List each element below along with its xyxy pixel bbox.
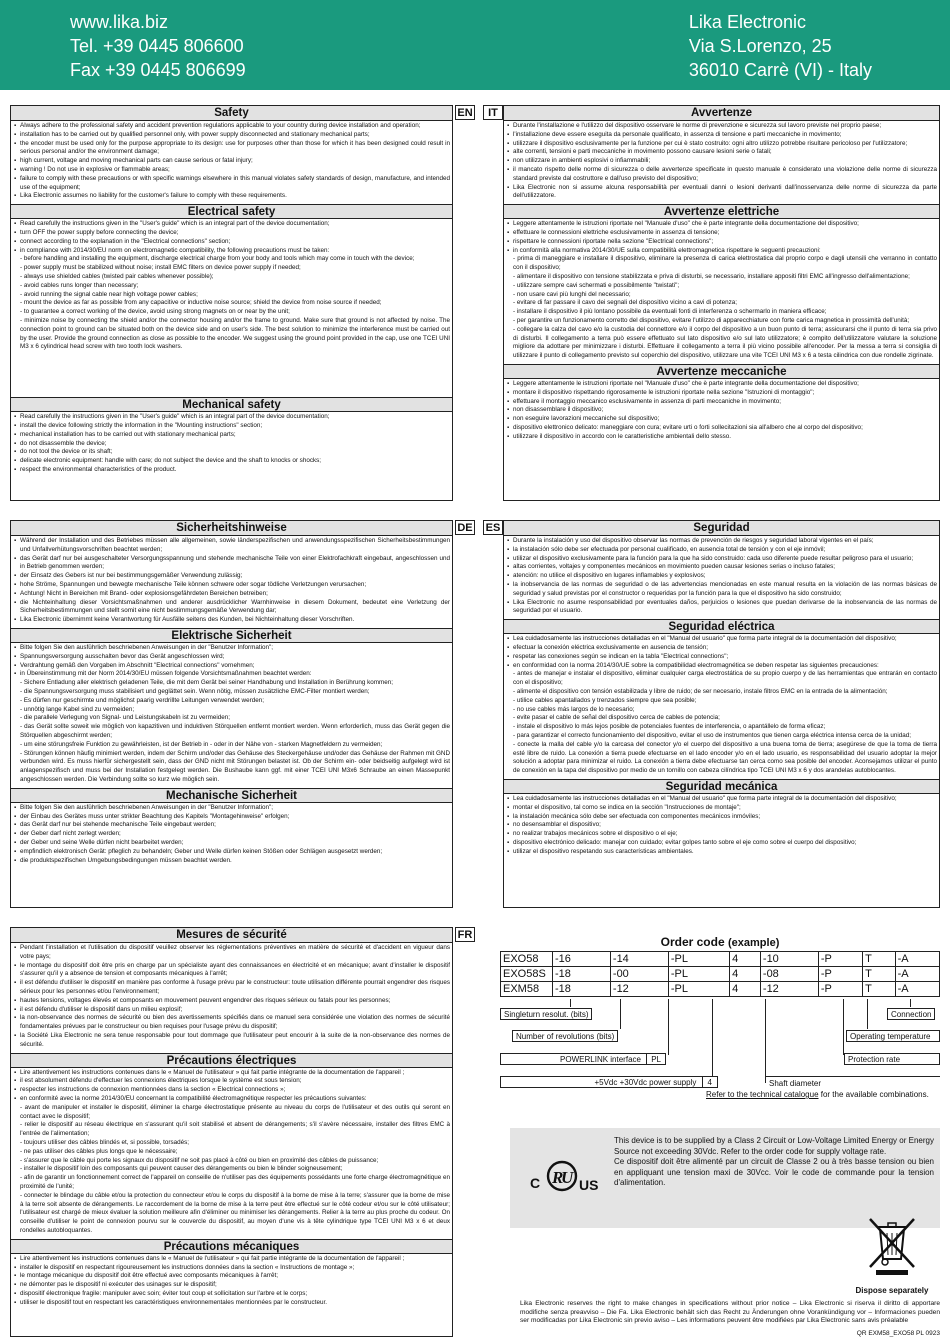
list-item: - power supply must be stabilized without noise; install EMC filters on device power supply if needed;	[20, 264, 301, 272]
order-code-row	[501, 952, 940, 967]
list-item: - alimentare il dispositivo con tensione stabilizzata e priva di disturbi, se necessario, installare appositi filtri EMC all'ingresso dell'alimentazione;	[513, 272, 910, 280]
fr-safety-title: Mesures de sécurité	[11, 928, 452, 943]
catalogue-note	[706, 1090, 929, 1099]
de-mechanical-title: Mechanische Sicherheit	[11, 788, 452, 803]
list-item: ▪ il est absolument défendu d'effectuer les connexions électriques lorsque le système est sous tension;	[14, 1077, 450, 1086]
list-item: ▪ Lea cuidadosamente las instrucciones detalladas en el "Manual del usuario" que forma parte integral de la documentación del dispositivo;	[507, 635, 937, 644]
it-mechanical-title: Avvertenze meccaniche	[504, 364, 939, 379]
list-item: - die parallele Verlegung von Signal- und Leistungskabeln ist zu vermeiden;	[20, 714, 231, 722]
list-item: ▪ dispositif électronique fragile: manipuler avec soin; éviter tout coup et sollicitation sur l'arbre et le corps;	[14, 1290, 450, 1299]
es-safety-list	[504, 536, 939, 619]
list-item: ▪ the encoder must be used only for the purpose appropriate to its design: use for purposes other than those for which it has been designed could result in serious personal and/or the environment damage;	[14, 140, 450, 158]
list-item: ▪ Bitte folgen Sie den ausführlich beschriebenen Anweisungen in der "Benutzer Information";	[14, 804, 450, 813]
order-code-cell: T	[863, 967, 896, 982]
list-item: ▪ non disassemblare il dispositivo;	[507, 406, 937, 415]
list-item: ▪ no desensamblar el dispositivo;	[507, 821, 937, 830]
list-item: ▪ atención: no utilice el dispositivo en lugares inflamables y explosivos;	[507, 572, 937, 581]
order-code-cell: -P	[818, 967, 862, 982]
list-item: ▪ das Gerät darf nur bei ausgeschalteter Versorgungsspannung und stehende mechanische Teile von einer Elektrofachkraft eingebaut, angeschlossen und in Betrieb genommen werden;	[14, 555, 450, 573]
order-code-cell: T	[863, 952, 896, 967]
list-item: ▪ Leggere attentamente le istruzioni riportate nel "Manuale d'uso" che è parte integrante della documentazione del dispositivo;	[507, 220, 937, 229]
list-item: - no use cables más largos de lo necesario;	[513, 705, 635, 713]
section-es	[503, 520, 940, 908]
list-item: ▪ l'installazione deve essere eseguita da personale qualificato, in assenza di tensione e parti meccaniche in movimento;	[507, 131, 937, 140]
order-code-cell: EXO58	[501, 952, 553, 967]
list-item: - evite pasar el cable de señal del dispositivo cerca de cables de potencia;	[513, 714, 720, 722]
order-code	[500, 935, 940, 997]
list-item: - para garantizar el correcto funcionamiento del dispositivo, evitar el uso de instrumentos que tienen carga eléctrica intensa cerca de la unidad;	[513, 731, 911, 739]
list-item: - avoid running the signal cable near high voltage power cables;	[20, 290, 198, 298]
connector-line	[712, 999, 713, 1077]
list-item: ▪ das Gerät darf nur bei stehende mechanische Teile eingebaut werden;	[14, 821, 450, 830]
es-safety-title: Seguridad	[504, 521, 939, 536]
lang-tag-it: IT	[483, 105, 503, 120]
list-item: ▪ le montage du dispositif doit être pris en charge par un spécialiste ayant des connaissances en électricité et en mécanique; avant d'installer le dispositif s'assurer qu'il y a absence de tension et composants mécaniques à l'arrêt;	[14, 962, 450, 980]
list-item: - afin de garantir un fonctionnement correct de l'appareil on conseille de n'utiliser pas des équipements possédants une forte charge électromagnétique en proximité de l'unité;	[20, 1174, 450, 1190]
list-item: - instale el dispositivo lo más lejos posible de potenciales fuentes de interferencia, o apantállelo de forma eficaz;	[513, 723, 826, 731]
order-code-cell: -12	[760, 982, 818, 997]
order-code-cell: -A	[895, 952, 939, 967]
order-code-cell: -18	[553, 967, 611, 982]
svg-text:R: R	[552, 1168, 564, 1187]
svg-text:U: U	[561, 1168, 574, 1187]
label-shaft: Shaft diameter	[766, 1076, 940, 1088]
list-item: ▪ do not tool the device or its shaft;	[14, 448, 450, 457]
list-item: ▪ rispettare le connessioni riportate nella sezione "Electrical connections";	[507, 238, 937, 247]
dispose-separately	[842, 1215, 942, 1295]
list-item: ▪ utilizzare il dispositivo esclusivamente per la funzione per cui è stato costruito: ogni altro utilizzo potrebbe risultare pericoloso per l'utilizzatore;	[507, 140, 937, 149]
de-electrical-list	[11, 643, 452, 788]
list-item: ▪ utiliser le dispositif tout en respectant les caractéristiques environnementales mentionnées par le constructeur.	[14, 1299, 450, 1308]
order-code-cell: -PL	[668, 967, 729, 982]
list-item: ▪ effettuare le connessioni elettriche esclusivamente in assenza di tensione;	[507, 229, 937, 238]
list-item: ▪ do not disassemble the device;	[14, 440, 450, 449]
list-item: - per garantire un funzionamento corretto del dispositivo, evitare l'utilizzo di apparecchiature con forte carica magnetica in prossimità dell'unità;	[513, 316, 910, 324]
list-item: ▪ la Société Lika Electronic ne sera tenue responsable pour tout dommage que l'utilisateur peut encourir à la suite de la non-observance des normes de sécurité.	[14, 1032, 450, 1050]
list-item: ▪ Während der Installation und des Betriebes müssen alle allgemeinen, sowie länderspezifischen und anwendungsspezifischen Sicherheitsbestimmungen und Unfallverhütungsvorschriften beachtet werden;	[14, 537, 450, 555]
order-code-cell: 4	[730, 967, 761, 982]
list-item: ▪ Pendant l'installation et l'utilisation du dispositif veuillez observer les réglementations préventives en matière de sécurité et d'accident en vigueur dans votre pays;	[14, 944, 450, 962]
order-code-cell: -P	[818, 952, 862, 967]
list-item: - Es dürfen nur geschirmte und möglichst paarig verdrillte Leitungen verwendet werden;	[20, 696, 264, 704]
catalogue-note-rest: for the available combinations.	[820, 1090, 929, 1099]
order-code-cell: EXO58S	[501, 967, 553, 982]
order-code-cell: -16	[553, 952, 611, 967]
list-item: ▪ respetar las conexiones según se indican en la tabla "Electrical connections";	[507, 653, 937, 662]
telephone: Tel. +39 0445 806600	[70, 36, 244, 56]
list-item: - avant de manipuler et installer le dispositif, éliminer la charge électrostatique présente au niveau du corps de l'utilisateur et des outils qui seront en contact avec le dispositif;	[20, 1103, 450, 1120]
list-item: - connecter le blindage du câble et/ou la protection du connecteur et/ou le corps du dispositif à la borne de mise à la terre; s'assurer que la borne de mise à la terre soit absente de dérangements. Le raccordement de la borne de mise à la terre peut être effectué sur le côté codeur et/ou sur le côté utilisateur; l'utilisateur est chargé de mieux évaluer la solution meilleure afin d'éliminer ou minimiser les dérangements. Relier à la terre au plus proche du codeur. On conseille d'utiliser le point de connexion pourvu sur le couvercle du dispositif, au moyen d'une vis à tête cylindrique type TCEI UNI M3 x 6 et deux rondelles autobloquantes.	[20, 1191, 450, 1234]
list-item: - Störungen können häufig minimiert werden, indem der Schirm und/oder das Gehäuse des Steckergehäuse und/oder das Gehäuse der Rahmen mit GND verbunden wird. Es muss hierfür sichergestellt sein, dass der GND nicht mit Störungen belastet ist. Ob der Schirm ein- oder beidseitig aufgelegt wird ist anlagenspezifisch und muss bei der Installation festgelegt werden. Die Bushaube kann ggf. mit einer TCEI UNI M3x6 Schraube an einen Massepunkt angeschlossen werden. Die Verbindung sollte so kurz wie möglich sein.	[20, 749, 450, 783]
section-en	[10, 105, 453, 501]
list-item: ▪ la instalación sólo debe ser efectuada por personal cualificado, en ausencia total de tensión y con el eje inmóvil;	[507, 546, 937, 555]
catalogue-link[interactable]: Refer to the technical catalogue	[706, 1090, 819, 1099]
fr-electrical-list	[11, 1068, 452, 1239]
list-item: ▪ der Geber und seine Welle dürfen nicht bearbeitet werden;	[14, 839, 450, 848]
list-item: ▪ installation has to be carried out by qualified personnel only, with power supply disconnected and stationary mechanical parts;	[14, 131, 450, 140]
connector-line	[910, 999, 911, 1007]
list-item: - s'assurer que le câble qui porte les signaux du dispositif ne soit pas placé à côté ou bien en proximité des câbles de puissance;	[20, 1156, 379, 1164]
order-title-sub: (example)	[728, 937, 780, 949]
company-address	[689, 10, 872, 82]
ul-text-fr: Ce dispositif doit être alimenté par un circuit de Classe 2 ou à très basse tension ou bien en appliquant une tension maxi de 30Vcc. Voir le code de commande pour la tension d'alimentation.	[614, 1157, 934, 1187]
contact-info	[70, 10, 246, 82]
order-code-cell: -00	[610, 967, 668, 982]
list-item: ▪ il mancato rispetto delle norme di sicurezza o delle avvertenze specificate in questo manuale è considerato una violazione delle norme di sicurezza standard previste dal costruttore e dall'uso previsto del dispositivo;	[507, 166, 937, 184]
order-code-cell: -08	[760, 967, 818, 982]
section-it	[503, 105, 940, 501]
list-item: - die Spannungsversorgung muss stabilisiert und geglättet sein. Wenn nötig, müssen zusätzliche EMC-Filter montiert werden;	[20, 687, 370, 695]
list-item: ▪ altas corrientes, voltajes y componentes mecánicos en movimiento pueden causar lesiones serias o incluso fatales;	[507, 563, 937, 572]
list-item: ▪ montare il dispositivo rispettando rigorosamente le istruzioni riportate nella sezione "Istruzioni di montaggio";	[507, 389, 937, 398]
connector-line	[843, 999, 844, 1055]
list-item: - to guarantee a correct working of the device, avoid using strong magnets on or near by the unit;	[20, 308, 290, 316]
list-item: - mount the device as far as possible from any capacitive or inductive noise source; shield the device from noise source if needed;	[20, 299, 382, 307]
list-item: ▪ empfindlich elektronisch Gerät: pfleglich zu behandeln; Geber und Welle dürfen keinen Stößen oder Schlägen ausgesetzt werden;	[14, 848, 450, 857]
it-safety-list	[504, 121, 939, 204]
list-item: ▪ in conformità alla normativa 2014/30/UE sulla compatibilità elettromagnetica rispettare le seguenti precauzioni:	[507, 247, 937, 256]
fr-electrical-title: Précautions électriques	[11, 1053, 452, 1068]
list-item: ▪ Lea cuidadosamente las instrucciones detalladas en el "Manual del usuario" que forma parte integral de la documentación del dispositivo;	[507, 795, 937, 804]
list-item: ▪ utilizar el dispositivo respetando sus características ambientales.	[507, 848, 937, 857]
es-mechanical-title: Seguridad mecánica	[504, 779, 939, 794]
fr-safety-list	[11, 943, 452, 1053]
website[interactable]: www.lika.biz	[70, 12, 169, 32]
es-electrical-title: Seguridad eléctrica	[504, 619, 939, 634]
order-code-row	[501, 982, 940, 997]
list-item: - before handling and installing the equipment, discharge electrical charge from your body and tools which may come in touch with the device;	[20, 255, 415, 263]
label-protection: Protection rate	[844, 1053, 940, 1065]
order-code-cell: -10	[760, 952, 818, 967]
list-item: ▪ non utilizzare in ambienti esplosivi o infiammabili;	[507, 157, 937, 166]
list-item: ▪ dispositivo electrónico delicado: manejar con cuidado; evitar golpes tanto sobre el eje como sobre el cuerpo del dispositivo;	[507, 839, 937, 848]
list-item: ▪ Lika Electronic non si assume alcuna responsabilità per eventuali danni o lesioni derivanti dall'inosservanza delle norme di sicurezza da parte dell'utilizzatore.	[507, 184, 937, 202]
order-code-cell: -P	[818, 982, 862, 997]
list-item: ▪ en conformité avec la norme 2014/30/EU concernant la compatibilité électromagnétique respecter les précautions suivantes:	[14, 1095, 450, 1104]
list-item: - collegare la calza del cavo e/o la custodia del connettore e/o il corpo del dispositivo a un buon punto di terra; assicurarsi che il punto di terra sia privo di disturbi. Il collegamento a terra può essere effettuato sul lato dispositivo e/o sul lato utilizzatore; è compito dell'utilizzatore valutare la soluzione migliore da adottare per minimizzare i disturbi. Effettuare il collegamento a terra il più vicino possibile all'encoder. Per la messa a terra si consiglia di utilizzare il punto di collegamento previsto sul coperchio del dispositivo, utilizzare una vite TCEI UNI M3 x 6 a testa cilindrica con due rondelle zigrinate.	[513, 325, 937, 360]
connector-line	[620, 999, 621, 1029]
label-temperature: Operating temperature	[846, 1030, 940, 1042]
list-item: ▪ failure to comply with these precautions or with specific warnings elsewhere in this manual violates safety standards of design, manufacture, and intended use of the equipment;	[14, 175, 450, 193]
label-connection: Connection	[887, 1008, 935, 1020]
list-item: ▪ utilizar el dispositivo exclusivamente para la función para la que ha sido construido: cada uso diferente puede resultar peligroso para el usuario;	[507, 555, 937, 564]
list-item: ▪ hautes tensions, voltages élevés et composants en mouvement peuvent engendrer des risques sérieux ou fatals pour les personnes;	[14, 997, 450, 1006]
list-item: ▪ le montage mécanique du dispositif doit être effectué avec composants mécaniques à l'arrêt;	[14, 1272, 450, 1281]
list-item: - toujours utiliser des câbles blindés et, si possible, torsadés;	[20, 1138, 190, 1146]
list-item: - conecte la malla del cable y/o la carcasa del conector y/o el cuerpo del dispositivo a una buena toma de tierra; asegúrese de que la toma de tierra esté libre de ruido. La conexión a tierra puede efectuarse en el lado encoder y/o en el lado usuario, es responsabilidad del usuario adoptar la mejor solución a adoptar para minimizar el ruido. La conexión a tierra debe efectuarse tan cerca como sea posible del encoder. Aconsejamos utilizar el punto de conexión en la tapa del dispositivo por medio de un tornillo con cabeza cilíndrica tipo TCEI UNI M3 x 6 y dos arandelas autoblocantes.	[513, 740, 937, 775]
list-item: ▪ Lika Electronic assumes no liability for the customer's failure to comply with these requirements.	[14, 192, 450, 201]
list-item: - installare il dispositivo il più lontano possibile da eventuali fonti di interferenza o schermarlo in maniera efficace;	[513, 308, 827, 316]
en-safety-list	[11, 121, 452, 204]
fr-mechanical-list	[11, 1254, 452, 1311]
list-item: ▪ la instalación mecánica sólo debe ser efectuada con componentes mecánicos inmóviles;	[507, 813, 937, 822]
connector-line	[668, 999, 669, 1055]
list-item: ▪ efectuar la conexión eléctrica exclusivamente en ausencia de tensión;	[507, 644, 937, 653]
lang-tag-en: EN	[455, 105, 475, 120]
section-de	[10, 520, 453, 908]
list-item: ▪ Lire attentivement les instructions contenues dans le « Manuel de l'utilisateur » qui fait partie intégrante de la documentation de l'appareil ;	[14, 1255, 450, 1264]
list-item: ▪ Durante l'installazione e l'utilizzo del dispositivo osservare le norme di prevenzione e sicurezza sul lavoro previste nel proprio paese;	[507, 122, 937, 131]
it-safety-title: Avvertenze	[504, 106, 939, 121]
list-item: ▪ Leggere attentamente le istruzioni riportate nel "Manuale d'uso" che è parte integrante della documentazione del dispositivo;	[507, 380, 937, 389]
list-item: - prima di maneggiare e installare il dispositivo, eliminare la presenza di carica elettrostatica dal proprio corpo e dagli utensili che verranno in contatto con il dispositivo;	[513, 255, 937, 272]
list-item: ▪ Lika Electronic übernimmt keine Verantwortung für Ausfälle seitens des Kunden, bei Nichteinhaltung dieser Vorschriften.	[14, 616, 450, 625]
order-code-cell: -A	[895, 967, 939, 982]
list-item: ▪ die Nichteinhaltung dieser Vorsichtsmaßnahmen und anderer ausdrücklicher Warnhinweise in diesem Dokument, bedeutet eine Verletzung der Sicherheitsbestimmungen und stellt somit eine nicht bestimmungsgemäße Verwendung dar;	[14, 599, 450, 617]
order-code-cell: -14	[610, 952, 668, 967]
list-item: ▪ utilizzare il dispositivo in accordo con le caratteristiche ambientali dello stesso.	[507, 433, 937, 442]
list-item: ▪ effettuare il montaggio meccanico esclusivamente in assenza di parti meccaniche in movimento;	[507, 398, 937, 407]
list-item: - antes de manejar e instalar el dispositivo, eliminar cualquier carga electrostática de su propio cuerpo y de las herramientas que entrarán en contacto con el dispositivo;	[513, 670, 937, 687]
list-item: ▪ Lika Electronic no asume responsabilidad por eventuales daños, perjuicios o lesiones que puedan derivarse de la inobservancia de las normas de seguridad por el usuario.	[507, 599, 937, 617]
order-code-cell: -18	[553, 982, 611, 997]
list-item: ▪ mechanical installation has to be carried out with stationary mechanical parts;	[14, 431, 450, 440]
list-item: ▪ Spannungsversorgung ausschalten bevor das Gerät angeschlossen wird;	[14, 653, 450, 662]
list-item: ▪ montar el dispositivo, tal como se indica en la sección "Instrucciones de montaje";	[507, 804, 937, 813]
order-code-table	[500, 951, 940, 997]
list-item: - ne pas utiliser des câbles plus longs que le nécessaire;	[20, 1147, 178, 1155]
weee-crossed-bin-icon	[862, 1215, 922, 1277]
list-item: - utilizzare sempre cavi schermati e possibilmente "twistati";	[513, 281, 680, 289]
list-item: ▪ delicate electronic equipment: handle with care; do not subject the device and the shaft to knocks or shocks;	[14, 457, 450, 466]
list-item: ▪ der Einsatz des Gebers ist nur bei bestimmungsgemäßer Verwendung zulässig;	[14, 572, 450, 581]
list-item: ▪ respect the environmental characteristics of the product.	[14, 466, 450, 475]
list-item: - always use shielded cables (twisted pair cables whenever possible);	[20, 272, 214, 280]
order-code-cell: -PL	[668, 952, 729, 967]
list-item: ▪ connect according to the explanation in the "Electrical connections" section;	[14, 238, 450, 247]
label-singleturn: Singleturn resolut. (bits)	[500, 1008, 592, 1020]
cul-us-logo-icon	[524, 1158, 604, 1198]
power-supply-text: +5Vdc +30Vdc power supply	[594, 1078, 697, 1087]
list-item: ▪ il est défendu d'utiliser le dispositif dans un milieu explosif;	[14, 1006, 450, 1015]
order-title-main: Order code	[660, 935, 725, 949]
list-item: ▪ Always adhere to the professional safety and accident prevention regulations applicable to your country during device installation and operation;	[14, 122, 450, 131]
it-electrical-title: Avvertenze elettriche	[504, 204, 939, 219]
list-item: ▪ la non-observance des normes de sécurité ou bien des avertissements spécifiés dans ce manuel sera considérée une violation des normes de sécurité fondamentales prévues par le constructeur ou bien requises pour l'usage prévu du dispositif;	[14, 1014, 450, 1032]
list-item: ▪ der Einbau des Gerätes muss unter strikter Beachtung des Kapitels "Montagehinweise" erfolgen;	[14, 813, 450, 822]
ul-logo	[524, 1158, 604, 1198]
list-item: - das Gerät sollte soweit wie möglich von kapazitiven und induktiven Störquellen entfernt montiert werden. Wenn erforderlich, muss das Gerät gegen die Störquellen abgeschirmt werden;	[20, 723, 450, 739]
order-code-cell: -12	[610, 982, 668, 997]
order-code-cell: EXM58	[501, 982, 553, 997]
list-item: ▪ respecter les instructions de connexion mentionnées dans la section « Electrical connections »;	[14, 1086, 450, 1095]
list-item: ▪ la inobservancia de las normas de seguridad o de las advertencias mencionadas en este manual resulta en la violación de las normas básicas de seguridad y salud previstas por el constructor o requeridas por la función para la que el dispositivo ha sido construido;	[507, 581, 937, 599]
logo-c-text: C	[530, 1175, 541, 1191]
list-item: ▪ no realizar trabajos mecánicos sobre el dispositivo o el eje;	[507, 830, 937, 839]
order-code-title	[500, 935, 940, 949]
list-item: ▪ warning ! Do not use in explosive or flammable areas;	[14, 166, 450, 175]
en-electrical-title: Electrical safety	[11, 204, 452, 219]
list-item: - relier le dispositif au réseau électrique en s'assurant qu'il soit stabilisé et absent de dérangements; s'il s'avère nécessaire, installer des filtres EMC à l'entrée de l'alimentation;	[20, 1121, 450, 1138]
it-mechanical-list	[504, 379, 939, 445]
header-banner	[0, 0, 950, 90]
de-safety-list	[11, 536, 452, 628]
list-item: ▪ installer le dispositif en respectant rigoureusement les instructions données dans la section « Instructions de montage »;	[14, 1264, 450, 1273]
order-code-cell: 4	[730, 982, 761, 997]
list-item: ▪ en conformidad con la norma 2014/30/UE sobre la compatibilidad electromagnética se deben respetar las siguientes precauciones:	[507, 662, 937, 671]
list-item: ▪ der Geber darf nicht zerlegt werden;	[14, 830, 450, 839]
en-safety-title: Safety	[11, 106, 452, 121]
list-item: ▪ Durante la instalación y uso del dispositivo observar las normas de prevención de riesgos y seguridad laboral vigentes en el país;	[507, 537, 937, 546]
list-item: ▪ die produktspezifischen Umgebungsbedingungen müssen beachtet werden.	[14, 857, 450, 866]
en-mechanical-title: Mechanical safety	[11, 397, 452, 412]
ul-text-en: This device is to be supplied by a Class 2 Circuit or Low-Voltage Limited Energy or Energy Source not exceeding 30Vdc. Refer to the order code for supply voltage rate.	[614, 1136, 934, 1156]
powerlink-text: POWERLINK interface	[560, 1055, 641, 1064]
list-item: ▪ in compliance with 2014/30/EU norm on electromagnetic compatibility, the following precautions must be taken:	[14, 247, 450, 256]
connector-line	[867, 999, 868, 1029]
list-item: ▪ ne démonter pas le dispositif ni exécuter des usinages sur le dispositif;	[14, 1281, 450, 1290]
list-item: ▪ Read carefully the instructions given in the "User's guide" which is an integral part of the device documentation;	[14, 413, 450, 422]
section-fr	[10, 927, 453, 1337]
fr-mechanical-title: Précautions mécaniques	[11, 1239, 452, 1254]
list-item: ▪ alte correnti, tensioni e parti meccaniche in movimento possono causare lesioni serie o fatali;	[507, 148, 937, 157]
de-mechanical-list	[11, 803, 452, 869]
connector-line	[570, 999, 571, 1007]
connector-line	[765, 999, 766, 1083]
fax: Fax +39 0445 806699	[70, 60, 246, 80]
en-electrical-list	[11, 219, 452, 397]
street: Via S.Lorenzo, 25	[688, 36, 832, 56]
list-item: ▪ hohe Ströme, Spannungen und bewegte mechanische Teile können schwere oder sogar tödliche Verletzungen verursachen;	[14, 581, 450, 590]
es-mechanical-list	[504, 794, 939, 860]
list-item: ▪ dispositivo elettronico delicato: maneggiare con cura; evitare urti o forti sollecitazioni sia all'albero che al corpo del dispositivo;	[507, 424, 937, 433]
list-item: ▪ Verdrahtung gemäß den Vorgaben im Abschnitt "Electrical connections" vornehmen;	[14, 662, 450, 671]
list-item: - unnötig lange Kabel sind zu vermeiden;	[20, 705, 135, 713]
list-item: - installer le dispositif loin des composants qui peuvent causer des dérangements ou bien le blinder soigneusement;	[20, 1165, 343, 1173]
list-item: ▪ Bitte folgen Sie den ausführlich beschriebenen Anweisungen in der "Benutzer Information";	[14, 644, 450, 653]
order-code-row	[501, 967, 940, 982]
ul-text	[614, 1136, 934, 1189]
ul-certification-box	[510, 1128, 940, 1228]
de-safety-title: Sicherheitshinweise	[11, 521, 452, 536]
list-item: ▪ non eseguire lavorazioni meccaniche sul dispositivo;	[507, 415, 937, 424]
de-electrical-title: Elektrische Sicherheit	[11, 628, 452, 643]
list-item: - non usare cavi più lunghi del necessario;	[513, 290, 631, 298]
list-item: ▪ il est défendu d'utiliser le dispositif en manière pas conforme à l'usage prévu par le constructeur: toute utilisation différente pourrait engendrer des risques sérieux pour les personnes et/ou l'environnement;	[14, 979, 450, 997]
en-mechanical-list	[11, 412, 452, 478]
list-item: - avoid cables runs longer than necessary;	[20, 281, 139, 289]
es-electrical-list	[504, 634, 939, 779]
lang-tag-de: DE	[455, 520, 475, 535]
list-item: ▪ turn OFF the power supply before connecting the device;	[14, 229, 450, 238]
order-code-cell: T	[863, 982, 896, 997]
power-supply-code: 4	[702, 1077, 717, 1088]
list-item: - um eine störungsfreie Funktion zu gewährleisten, ist der Betrieb in - oder in der Nähe von - starken Magnetfeldern zu vermeiden;	[20, 740, 383, 748]
city: 36010 Carrè (VI) - Italy	[688, 60, 872, 80]
lang-tag-es: ES	[483, 520, 503, 535]
list-item: ▪ Achtung! Nicht in Bereichen mit Brand- oder explosionsgefährdeten Bereichen betreiben;	[14, 590, 450, 599]
logo-us-text: US	[579, 1177, 599, 1193]
list-item: ▪ Read carefully the instructions given in the "User's guide" which is an integral part of the device documentation;	[14, 220, 450, 229]
footer-disclaimer: Lika Electronic reserves the right to make changes in specifications without prior notice – Lika Electronic si riserva il diritto di apportare modifiche senza preavviso – Die Fa. Lika Electronic behält sich das Recht zu Änderungen ohne Vorankündigung vor – Informaciones pueden ser modificadas por Lika Electronic sin previo aviso – Les informations peuvent être modifiées par Lika Electronic sans avis préalable	[520, 1300, 940, 1325]
order-code-cell: 4	[730, 952, 761, 967]
list-item: - alimente el dispositivo con tensión estabilizada y libre de ruido; de ser necesario, instale filtros EMC en la entrada de la alimentación;	[513, 687, 888, 695]
list-item: - utilice cables apantallados y trenzados siempre que sea posible;	[513, 696, 697, 704]
label-powerlink	[500, 1053, 666, 1065]
list-item: ▪ Lire attentivement les instructions contenues dans le « Manuel de l'utilisateur » qui fait partie intégrante de la documentation de l'appareil ;	[14, 1069, 450, 1078]
list-item: - minimize noise by connecting the shield and/or the connector housing and/or the frame to ground. Make sure that ground is not affected by noise. The connection point to ground can be situated both on the device side and on user's side. The best solution to minimize the interference must be carried out by the user. Provide the ground connection as close as possible to the encoder. We suggest using the ground point provided in the cap, use one TCEI UNI M3 x 6 cylindrical head screw with two tooth lock washers.	[20, 316, 450, 351]
label-multiturn: Number of revolutions (bits)	[512, 1030, 618, 1042]
list-item: ▪ in Übereinstimmung mit der Norm 2014/30/EU müssen folgende Vorsichtsmaßnahmen beachtet werden:	[14, 670, 450, 679]
lang-tag-fr: FR	[455, 927, 475, 942]
dispose-label: Dispose separately	[855, 1286, 929, 1295]
order-code-cell: -PL	[668, 982, 729, 997]
list-item: ▪ high current, voltage and moving mechanical parts can cause serious or fatal injury;	[14, 157, 450, 166]
powerlink-code: PL	[646, 1054, 665, 1065]
list-item: ▪ install the device following strictly the information in the "Mounting instructions" section;	[14, 422, 450, 431]
company-name: Lika Electronic	[688, 12, 806, 32]
label-power-supply	[500, 1076, 718, 1088]
list-item: - evitare di far passare il cavo dei segnali del dispositivo vicino a cavi di potenza;	[513, 299, 738, 307]
document-reference: QR EXM58_EXO58 PL 0923	[856, 1330, 940, 1337]
it-electrical-list	[504, 219, 939, 364]
list-item: - Sichere Entladung aller elektrisch geladenen Teile, die mit dem Gerät bei seiner Handhabung und Installation in Berührung kommen;	[20, 679, 394, 687]
order-code-cell: -A	[895, 982, 939, 997]
